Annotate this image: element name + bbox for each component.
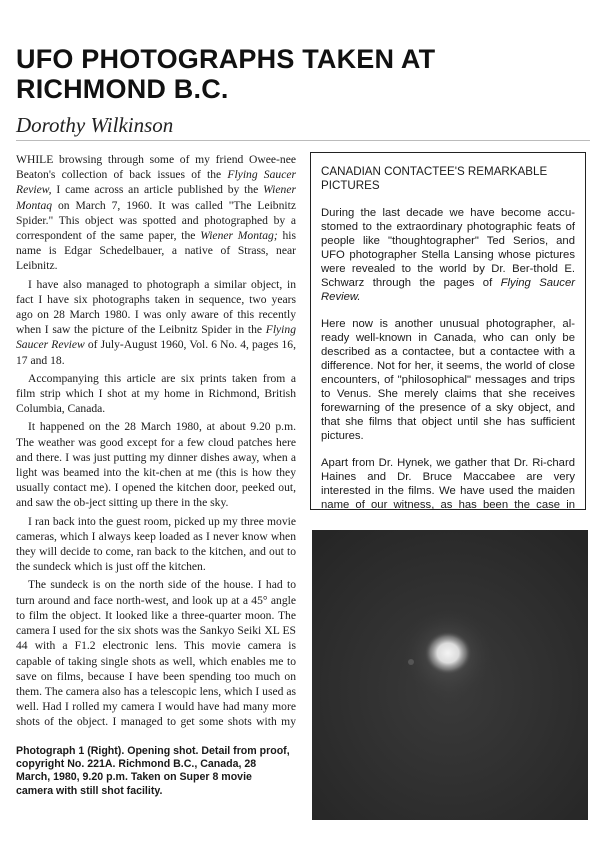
author-byline: Dorothy Wilkinson xyxy=(16,113,174,137)
article-body xyxy=(16,152,296,732)
ufo-photo-image xyxy=(312,530,588,820)
body-paragraph-1: WHILE browsing through some of my friend Owee-nee Beaton's collection of back issues of the Flying Saucer Review, I came across an article published by the Wiener Montaq on March 7, 1960. It was called "The Leibnitz Spider." This object was spotted and photographed by a correspondent of the same paper, the Wiener Montag; his name is Edgar Schedelbauer, a native of Strass, near Leibnitz. xyxy=(16,153,296,273)
editor-sidebar-box xyxy=(310,152,586,510)
body-paragraph-2: I have also managed to photograph a similar object, in fact I have six photographs taken in sequence, two years ago on 28 March 1980. I was only aware of this recently when I saw the picture of the Leibnitz Spider in the Flying Saucer Review of July-August 1960, Vol. 6 No. 4, pages 16, 17 and 18. xyxy=(16,277,296,367)
ufo-light-object xyxy=(424,631,472,675)
sidebar-paragraph-3: Apart from Dr. Hynek, we gather that Dr. Ri-chard Haines and Dr. Bruce Maccabee are very interested in the films. We have used the maiden name of our witness, as has been the case in xyxy=(321,457,575,510)
title-line-2: RICHMOND B.C. xyxy=(16,74,229,104)
body-paragraph-6: The sundeck is on the north side of the house. I had to turn around and face north-west, and look up at a 45° angle to film the object. It looked like a three-quarter moon. The camera I used for the six shots was the Sankyo Seiki XL ES 44 with a F1.2 electronic lens. This movie camera is capable of taking single shots as well, which enables me to save on films, because I have been spending too much on them. The camera also has a telescopic lens, which I used as well. Had I rolled my camera I would have had many more shots of the object. I managed to get some shots with my xyxy=(16,578,296,729)
title-divider xyxy=(16,140,590,141)
body-paragraph-5: I ran back into the guest room, picked up my three movie cameras, which I always keep loaded as I never know when they will decide to come, ran back to the kitchen, and out to the sundeck which is just off the kitchen. xyxy=(16,514,296,574)
sidebar-paragraph-1: During the last decade we have become accu-stomed to the extraordinary photographic feats of people like "thoughtographer" Ted Serios, and UFO photographer Stella Lansing whose pictures were revealed to the world by Dr. Ber-thold E. Schwarz through the pages of Flying Saucer Review. xyxy=(321,207,575,303)
body-paragraph-4: It happened on the 28 March 1980, at about 9.20 p.m. The weather was good except for a few cloud patches here and there. I was just putting my dinner dishes away, when a light was beamed into the kit-chen at me (this is how they usually contact me). I opened the kitchen door, peeked out, and saw the ob-ject sitting up there in the sky. xyxy=(16,420,296,510)
title-line-1: UFO PHOTOGRAPHS TAKEN AT xyxy=(16,44,436,74)
ufo-photograph xyxy=(312,530,588,820)
article-title xyxy=(16,44,586,104)
body-paragraph-3: Accompanying this article are six prints taken from a film strip which I shot at my home in Richmond, British Columbia, Canada. xyxy=(16,371,296,416)
photo-caption: Photograph 1 (Right). Opening shot. Detail from proof, copyright No. 221A. Richmond B.C., Canada, 28 March, 1980, 9.20 p.m. Taken on Super 8 movie camera with still shot facility. xyxy=(16,745,290,797)
sidebar-paragraph-2: Here now is another unusual photographer, al-ready well-known in Canada, who can only be described as a contactee, but a contactee with a difference. Not for her, it seems, the world of close encounters, of "philosophical" messages and trips to Venus. She merely claims that she receives forewarning of the presence of a sky object, and that she films that object until she has sufficient pictures. xyxy=(321,318,575,442)
faint-light-spot xyxy=(408,659,414,665)
sidebar-heading: CANADIAN CONTACTEE'S REMARKABLE PICTURES xyxy=(321,165,548,192)
